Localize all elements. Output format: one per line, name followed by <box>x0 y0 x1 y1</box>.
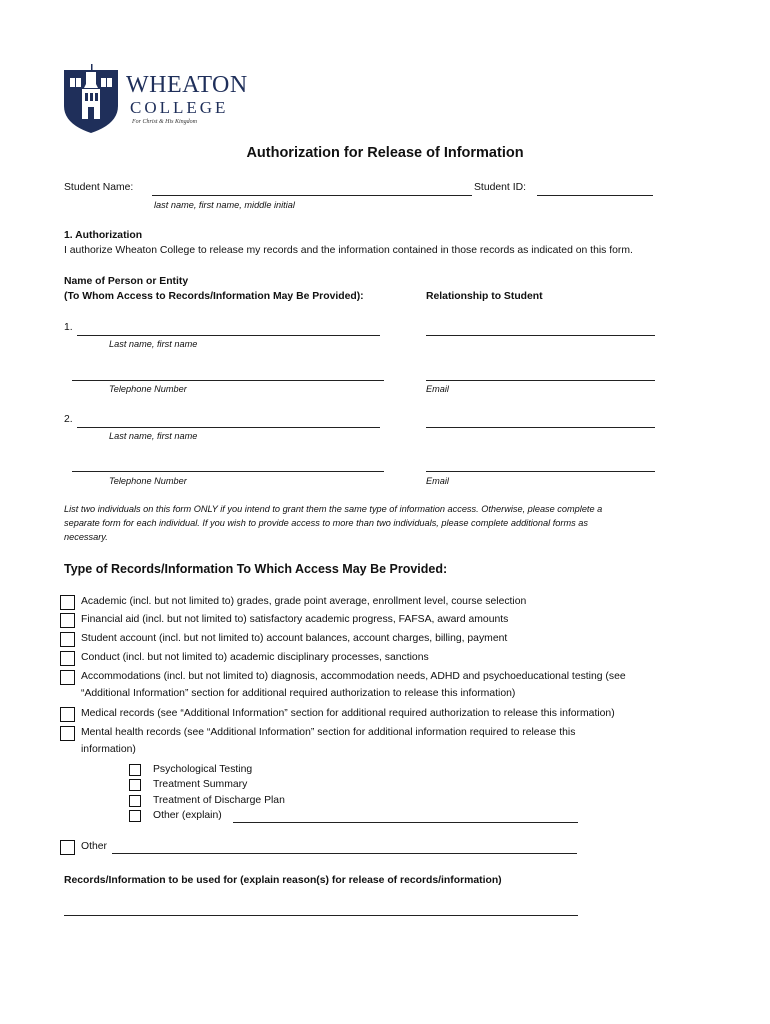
mental-health-label-1: Mental health records (see “Additional Information” section for additional information required to release this <box>81 727 576 738</box>
student-name-label: Student Name: <box>64 182 134 193</box>
entry-2-name-hint: Last name, first name <box>109 431 198 441</box>
entry-1-phone-field[interactable] <box>72 380 384 381</box>
entry-2-phone-hint: Telephone Number <box>109 476 187 486</box>
mental-health-label-2: information) <box>81 744 136 755</box>
accommodations-label-1: Accommodations (incl. but not limited to) diagnosis, accommodation needs, ADHD and psychoeducational testing (see <box>81 671 626 682</box>
student-name-hint: last name, first name, middle initial <box>154 200 295 210</box>
medical-records-checkbox[interactable] <box>60 707 75 722</box>
treatment-summary-checkbox[interactable] <box>129 779 141 791</box>
student-id-field[interactable] <box>537 195 653 196</box>
student-account-label: Student account (incl. but not limited to) account balances, account charges, billing, payment <box>81 633 508 644</box>
other-label: Other <box>81 841 107 852</box>
discharge-plan-checkbox[interactable] <box>129 795 141 807</box>
discharge-plan-label: Treatment of Discharge Plan <box>153 795 285 806</box>
entry-1-email-field[interactable] <box>426 380 655 381</box>
chapel-emblem-icon <box>62 62 120 134</box>
logo-sub: COLLEGE <box>130 98 229 117</box>
accommodations-label-2: “Additional Information” section for additional required authorization to release this information) <box>81 688 516 699</box>
entry-2-number: 2. <box>64 414 73 425</box>
accommodations-checkbox[interactable] <box>60 670 75 685</box>
reason-field[interactable] <box>64 915 578 916</box>
treatment-summary-label: Treatment Summary <box>153 779 248 790</box>
conduct-label: Conduct (incl. but not limited to) academic disciplinary processes, sanctions <box>81 652 429 663</box>
sub-other-label: Other (explain) <box>153 810 222 821</box>
relationship-header: Relationship to Student <box>426 291 543 302</box>
note-line-2: separate form for each individual. If you wish to provide access to more than two individuals, please complete additional forms as <box>64 518 588 528</box>
student-name-field[interactable] <box>152 195 472 196</box>
medical-records-label: Medical records (see “Additional Information” section for additional required authorization to release this information) <box>81 708 615 719</box>
entry-1-email-hint: Email <box>426 384 449 394</box>
student-id-label: Student ID: <box>474 182 526 193</box>
college-logo <box>62 62 272 134</box>
reason-heading: Records/Information to be used for (explain reason(s) for release of records/information) <box>64 875 502 886</box>
authorization-text: I authorize Wheaton College to release my records and the information contained in those records as indicated on this form. <box>64 245 633 256</box>
student-account-checkbox[interactable] <box>60 632 75 647</box>
financial-aid-label: Financial aid (incl. but not limited to) satisfactory academic progress, FAFSA, award amounts <box>81 614 509 625</box>
authorization-heading: 1. Authorization <box>64 230 143 241</box>
psych-testing-label: Psychological Testing <box>153 764 253 775</box>
entry-1-name-hint: Last name, first name <box>109 339 198 349</box>
note-line-3: necessary. <box>64 532 108 542</box>
academic-label: Academic (incl. but not limited to) grades, grade point average, enrollment level, course selection <box>81 596 527 607</box>
sub-other-checkbox[interactable] <box>129 810 141 822</box>
entry-1-name-field[interactable] <box>77 335 380 336</box>
entry-2-relationship-field[interactable] <box>426 427 655 428</box>
entry-2-email-field[interactable] <box>426 471 655 472</box>
entry-2-name-field[interactable] <box>77 427 380 428</box>
mental-health-checkbox[interactable] <box>60 726 75 741</box>
other-checkbox[interactable] <box>60 840 75 855</box>
entry-1-relationship-field[interactable] <box>426 335 655 336</box>
records-heading: Type of Records/Information To Which Access May Be Provided: <box>64 562 448 576</box>
academic-checkbox[interactable] <box>60 595 75 610</box>
person-header-line2: (To Whom Access to Records/Information May Be Provided): <box>64 291 364 302</box>
entry-2-email-hint: Email <box>426 476 449 486</box>
entry-1-number: 1. <box>64 322 73 333</box>
sub-other-explain-field[interactable] <box>233 822 578 823</box>
conduct-checkbox[interactable] <box>60 651 75 666</box>
other-explain-field[interactable] <box>112 853 577 854</box>
logo-motto: For Christ & His Kingdom <box>132 119 198 125</box>
entry-1-phone-hint: Telephone Number <box>109 384 187 394</box>
financial-aid-checkbox[interactable] <box>60 613 75 628</box>
logo-name: WHEATON <box>126 72 248 98</box>
note-line-1: List two individuals on this form ONLY if you intend to grant them the same type of information access. Otherwise, please complete a <box>64 504 603 514</box>
form-title: Authorization for Release of Information <box>246 145 524 161</box>
entry-2-phone-field[interactable] <box>72 471 384 472</box>
psych-testing-checkbox[interactable] <box>129 764 141 776</box>
person-header-line1: Name of Person or Entity <box>64 276 189 287</box>
